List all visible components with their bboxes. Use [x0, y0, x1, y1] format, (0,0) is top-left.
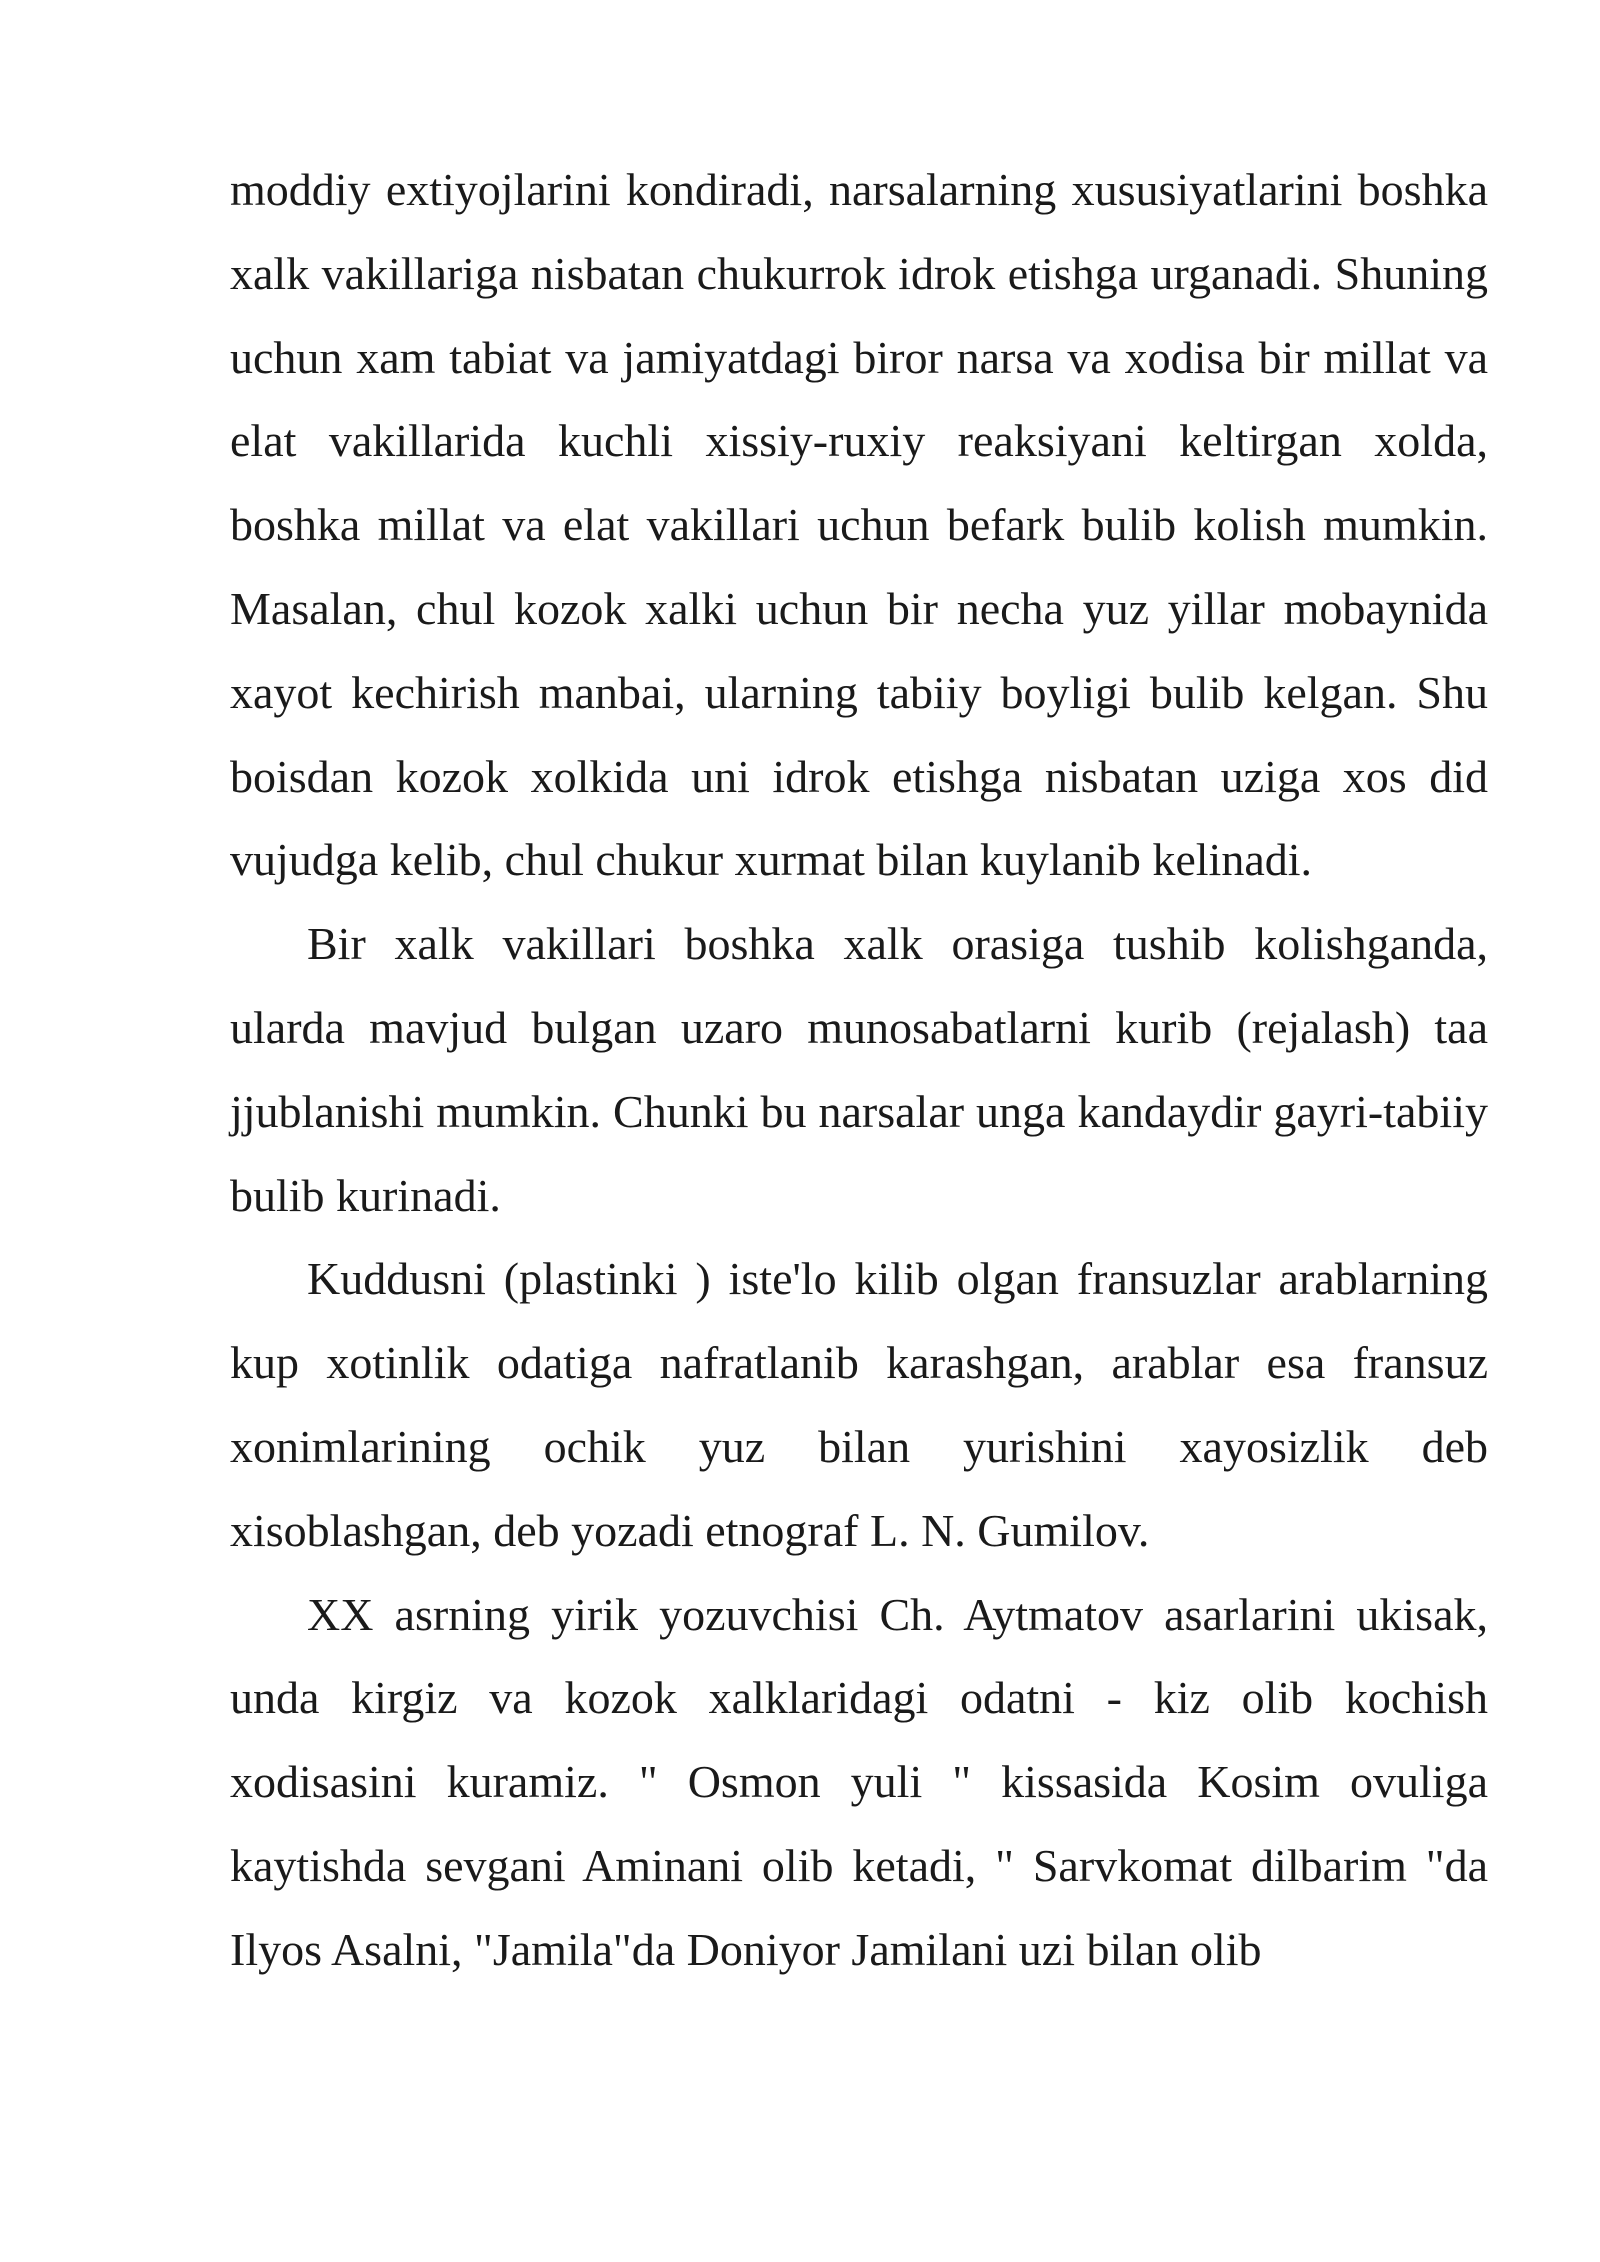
paragraph-3: Kuddusni (plastinki ) iste'lo kilib olgan fransuzlar arablarning kup xotinlik odatiga nafratlanib karashgan, arablar esa fransuz xonimlarining ochik yuz bilan yurishini xayosizlik deb xisoblashgan, deb yozadi etnograf L. N. Gumilov.: [230, 1253, 1488, 1556]
paragraph-4: XX asrning yirik yozuvchisi Ch. Aytmatov asarlarini ukisak, unda kirgiz va kozok xalklaridagi odatni - kiz olib kochish xodisasini kuramiz. " Osmon yuli " kissasida Kosim ovuliga kaytishda sevgani Aminani olib ketadi, " Sarvkomat dilbarim "da Ilyos Asalni, "Jamila"da Doniyor Jamilani uzi bilan olib: [230, 1588, 1488, 1975]
paragraph-2: Bir xalk vakillari boshka xalk orasiga tushib kolishganda, ularda mavjud bulgan uzaro munosabatlarni kurib (rejalash) taa jjublanishi mumkin. Chunki bu narsalar unga kandaydir gayri-tabiiy bulib kurinadi.: [230, 918, 1488, 1221]
body-text: [230, 148, 1488, 1992]
paragraph-1: moddiy extiyojlarini kondiradi, narsalarning xususiyatlarini boshka xalk vakillariga nisbatan chukurrok idrok etishga urganadi. Shuning uchun xam tabiat va jamiyatdagi biror narsa va xodisa bir millat va elat vakillarida kuchli xissiy-ruxiy reaksiyani keltirgan xolda, boshka millat va elat vakillari uchun befark bulib kolish mumkin. Masalan, chul kozok xalki uchun bir necha yuz yillar mobaynida xayot kechirish manbai, ularning tabiiy boyligi bulib kelgan. Shu boisdan kozok xolkida uni idrok etishga nisbatan uziga xos did vujudga kelib, chul chukur xurmat bilan kuylanib kelinadi.: [230, 164, 1488, 886]
